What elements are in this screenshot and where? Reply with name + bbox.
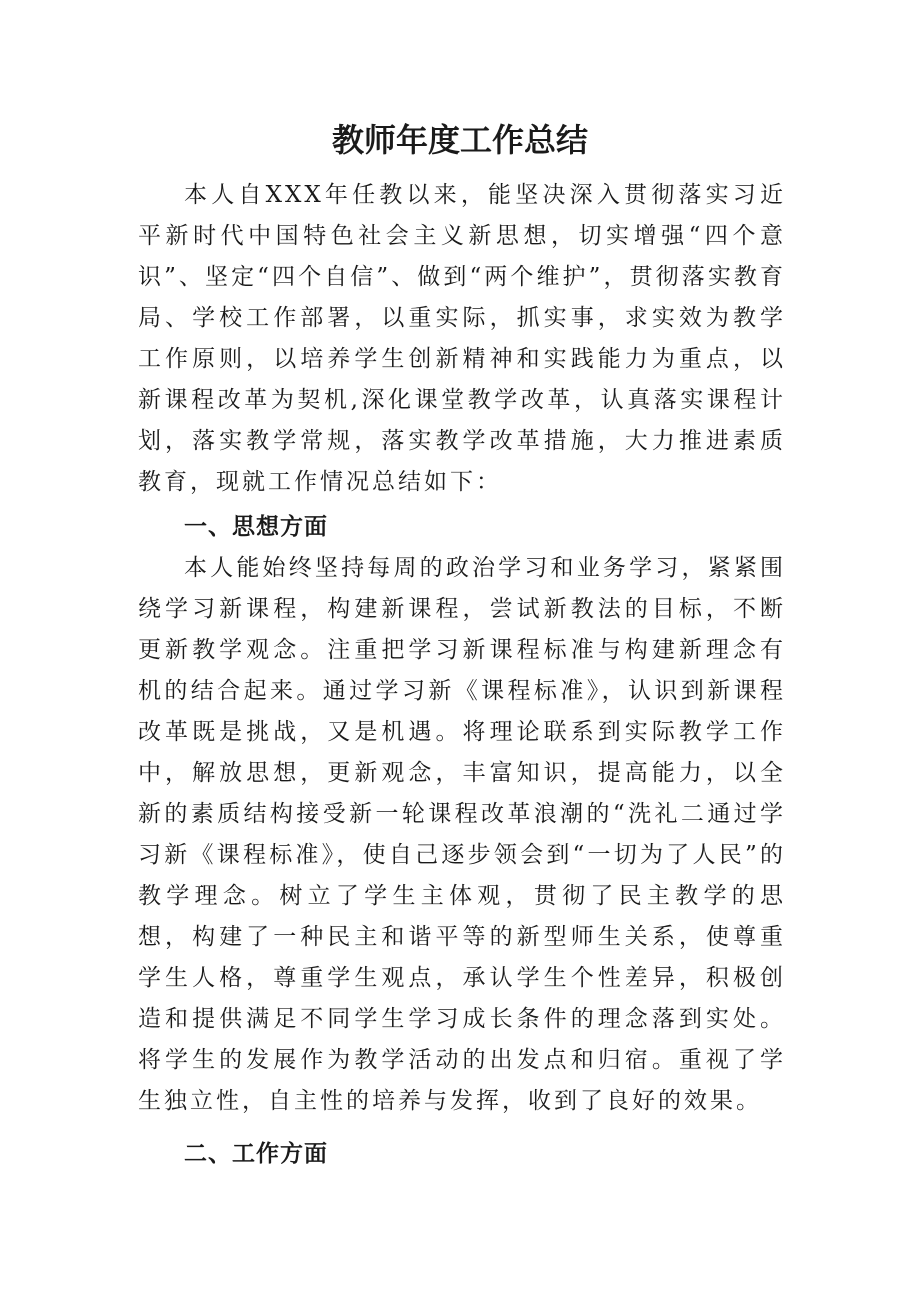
section-heading-work: 二、工作方面 — [184, 1141, 328, 1167]
section-heading-thought: 一、思想方面 — [184, 514, 328, 540]
section-thought-paragraph: 本人能始终坚持每周的政治学习和业务学习，紧紧围绕学习新课程，构建新课程，尝试新教法的目标，不断更新教学观念。注重把学习新课程标准与构建新理念有机的结合起来。通过学习新《课程标准》，认识到新课程改革既是挑战，又是机遇。将理论联系到实际教学工作中，解放思想，更新观念，丰富知识，提高能力，以全新的素质结构接受新一轮课程改革浪潮的“洗礼二通过学习新《课程标准》，使自己逐步领会到“一切为了人民”的教学理念。树立了学生主体观，贯彻了民主教学的思想，构建了一种民主和谐平等的新型师生关系，使尊重学生人格，尊重学生观点，承认学生个性差异，积极创造和提供满足不同学生学习成长条件的理念落到实处。将学生的发展作为教学活动的出发点和归宿。重视了学生独立性，自主性的培养与发挥，收到了良好的效果。 — [138, 555, 786, 1114]
document-title: 教师年度工作总结 — [331, 121, 588, 159]
intro-paragraph: 本人自XXX年任教以来，能坚决深入贯彻落实习近平新时代中国特色社会主义新思想，切实增强“四个意识”、坚定“四个自信”、做到“两个维护”，贯彻落实教育局、学校工作部署，以重实际，抓实事，求实效为教学工作原则，以培养学生创新精神和实践能力为重点，以新课程改革为契机,深化课堂教学改革，认真落实课程计划，落实教学常规，落实教学改革措施，大力推进素质教育，现就工作情况总结如下： — [138, 182, 786, 495]
document-body — [138, 175, 786, 1175]
